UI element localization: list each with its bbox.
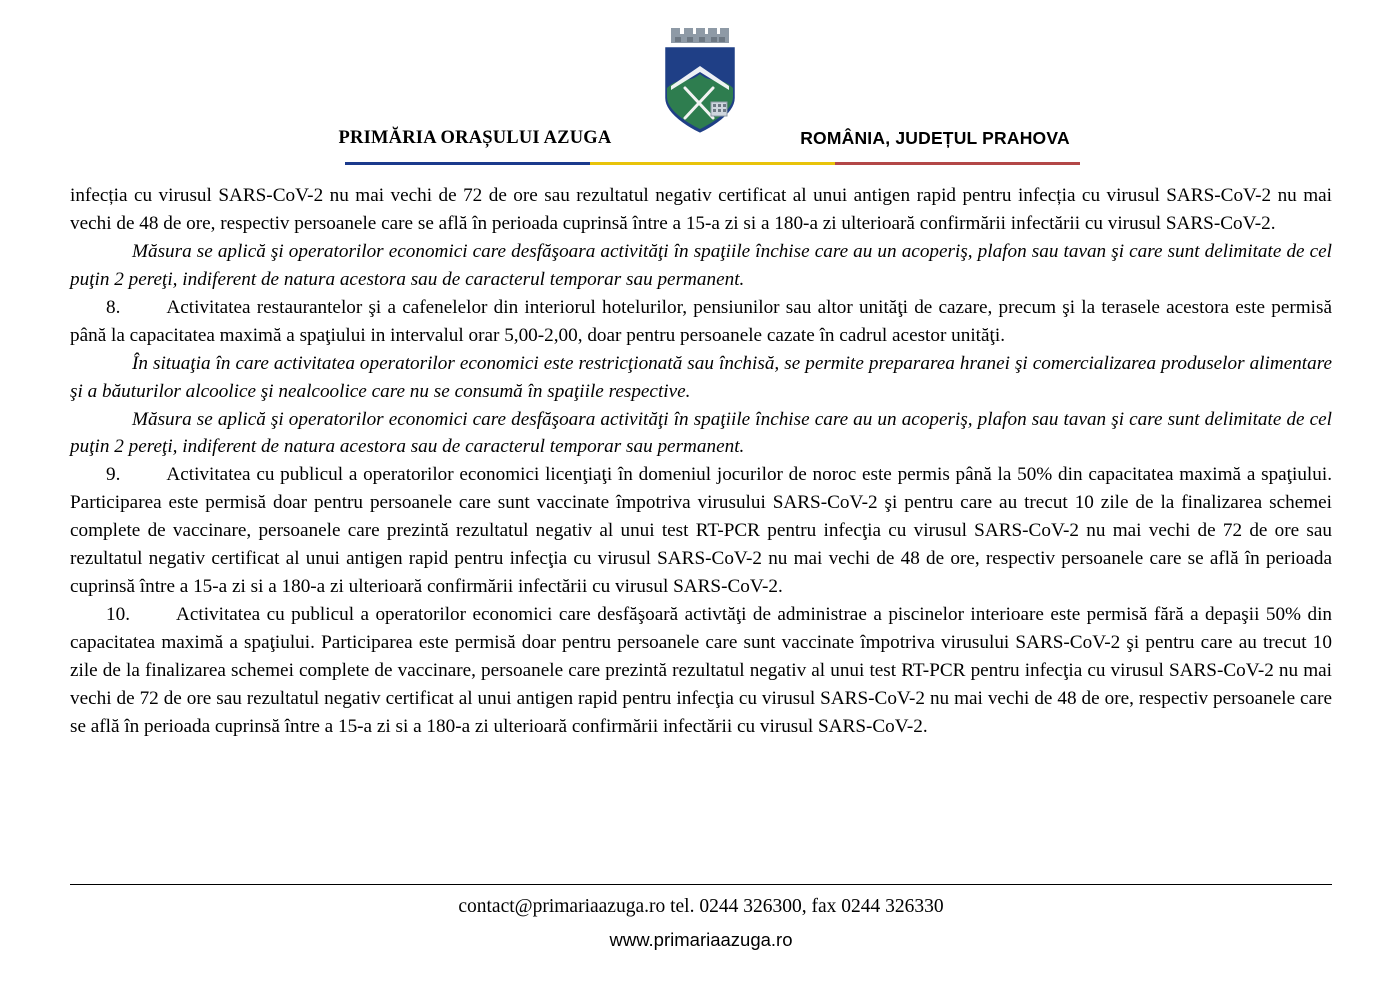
footer-divider	[70, 884, 1332, 885]
header-tricolor-divider	[345, 162, 1080, 165]
item-8-number: 8.	[106, 296, 121, 318]
footer-website-line: www.primariaazuga.ro	[609, 929, 793, 951]
paragraph-item-9	[70, 461, 1332, 601]
divider-segment-red	[835, 162, 1080, 165]
item-10-text: Activitatea cu publicul a operatorilor economici care desfăşoară activtăţi de administrae a piscinelor interioare este permisă fără a depaşii 50% din capacitatea maximă a spaţiului. Participarea este permisă doar pentru persoanele care sunt vaccinate împotriva virusului SARS-CoV-2 şi pentru care au trecut 10 zile de la finalizarea schemei complete de vaccinare, persoanele care prezintă rezultatul negativ al unui test RT-PCR pentru infecţia cu virusul SARS-CoV-2 nu mai vechi de 72 de ore sau rezultatul negativ certificat al unui antigen rapid pentru infecţia cu virusul SARS-CoV-2 nu mai vechi de 48 de ore, respectiv persoanele care se află în perioada cuprinsă între a 15-a zi si a 180-a zi ulterioară confirmării infectării cu virusul SARS-CoV-2.	[70, 604, 1332, 737]
note-3-text: Măsura se aplică şi operatorilor economici care desfăşoara activităţi în spaţiile închise care au un acoperiş, plafon sau tavan şi care sunt delimitate de cel puţin 2 pereţi, indiferent de natura acestora sau de caracterul temporar sau permanent.	[70, 408, 1332, 458]
paragraph-note-2	[70, 350, 1332, 406]
paragraph-item-10	[70, 601, 1332, 741]
document-header	[0, 0, 1400, 172]
note-2-text: În situaţia în care activitatea operatorilor economici este restricţionată sau închisă, se permite prepararea hranei şi comercializarea produselor alimentare şi a băuturilor alcoolice şi nealcoolice care nu se consumă în spaţiile respective.	[70, 352, 1332, 402]
item-9-number: 9.	[106, 464, 121, 486]
paragraph-continued: infecția cu virusul SARS-CoV-2 nu mai vechi de 72 de ore sau rezultatul negativ certificat al unui antigen rapid pentru infecția cu virusul SARS-CoV-2 nu mai vechi de 48 de ore, respectiv persoanele care se află în perioada cuprinsă între a 15-a zi si a 180-a zi ulterioară confirmării infectării cu virusul SARS-CoV-2.	[70, 185, 1332, 234]
header-title-left: PRIMĂRIA ORAȘULUI AZUGA	[338, 128, 612, 148]
document-body	[70, 182, 1332, 741]
item-9-text: Activitatea cu publicul a operatorilor economici licenţiaţi în domeniul jocurilor de noroc este permis până la 50% din capacitatea maximă a spaţiului. Participarea este permisă doar pentru persoanele care sunt vaccinate împotriva virusului SARS-CoV-2 şi pentru care au trecut 10 zile de la finalizarea schemei complete de vaccinare, persoanele care prezintă rezultatul negativ al unui test RT-PCR pentru infecţia cu virusul SARS-CoV-2 nu mai vechi de 72 de ore sau rezultatul negativ certificat al unui antigen rapid pentru infecţia cu virusul SARS-CoV-2 nu mai vechi de 48 de ore, respectiv persoanele care se află în perioada cuprinsă între a 15-a zi si a 180-a zi ulterioară confirmării infectării cu virusul SARS-CoV-2.	[70, 464, 1332, 598]
azuga-coat-of-arms-icon	[651, 26, 749, 138]
item-10-number: 10.	[106, 604, 130, 626]
document-footer	[70, 890, 1332, 957]
header-title-right: ROMÂNIA, JUDEȚUL PRAHOVA	[800, 128, 1070, 148]
item-8-text: Activitatea restaurantelor şi a cafenelelor din interiorul hotelurilor, pensiunilor sau altor unităţi de cazare, precum şi la terasele acestora este permisă până la capacitatea maximă a spaţiului in intervalul orar 5,00-2,00, doar pentru persoanele cazate în cadrul acestor unităţi.	[70, 296, 1332, 346]
paragraph-note-3	[70, 406, 1332, 462]
paragraph-note-1	[70, 238, 1332, 294]
divider-segment-blue	[345, 162, 590, 165]
footer-contact-line: contact@primariaazuga.ro tel. 0244 326300, fax 0244 326330	[458, 896, 944, 917]
divider-segment-yellow	[590, 162, 835, 165]
paragraph-item-8	[70, 294, 1332, 350]
note-1-text: Măsura se aplică şi operatorilor economici care desfăşoara activităţi în spaţiile închise care au un acoperiş, plafon sau tavan şi care sunt delimitate de cel puţin 2 pereţi, indiferent de natura acestora sau de caracterul temporar sau permanent.	[70, 240, 1332, 290]
